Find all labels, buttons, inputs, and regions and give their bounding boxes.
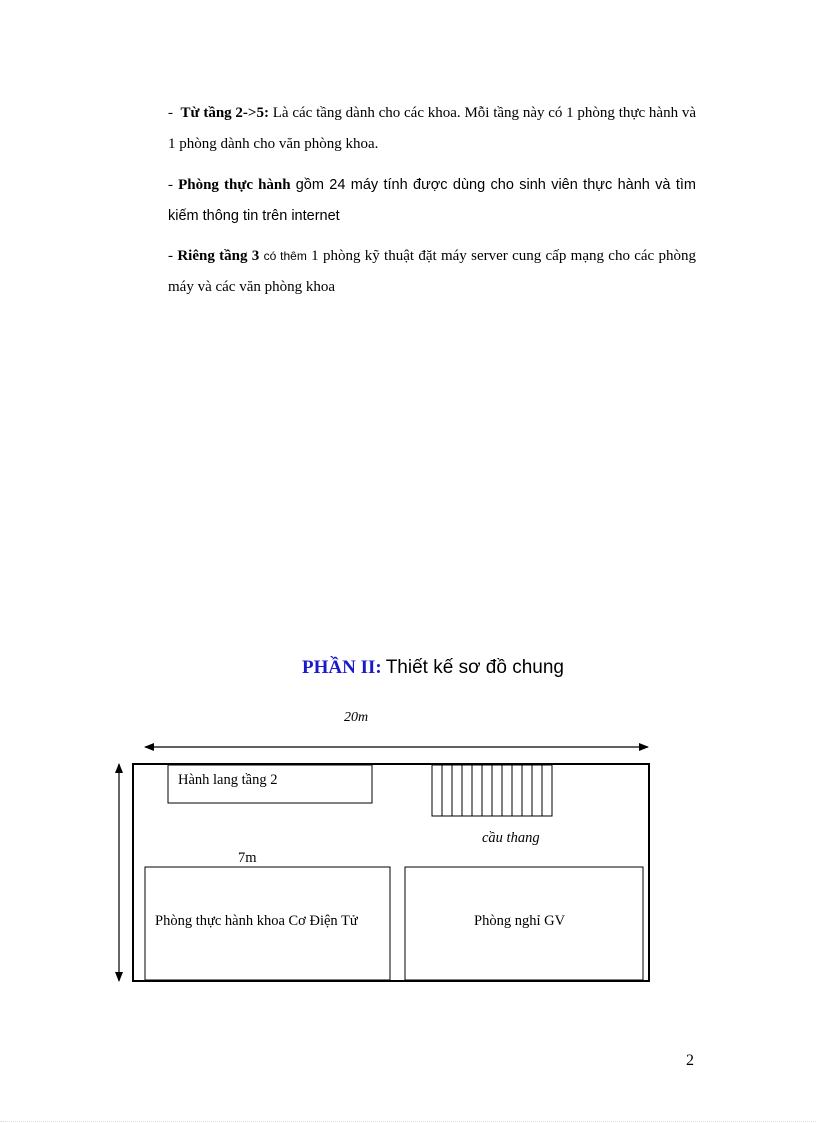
paragraph-text: gồm 24 máy tính được dùng cho sinh viên thực hành và tìm kiếm thông tin trên internet xyxy=(168,177,696,224)
section-label: PHẦN II: xyxy=(302,657,382,678)
paragraph-label: Riêng tầng 3 xyxy=(177,248,260,264)
paragraph-text: 1 phòng kỹ thuật đặt máy server cung cấp mạng cho các phòng máy và các văn phòng khoa xyxy=(168,248,697,295)
paragraph-floor-3: - Riêng tầng 3 có thêm 1 phòng kỹ thuật đặt máy server cung cấp mạng cho các phòng máy và các văn phòng khoa xyxy=(168,248,697,295)
room-teacher-label: Phòng nghỉ GV xyxy=(474,913,566,929)
paragraph-floors-2-5: - Từ tầng 2->5: Là các tầng dành cho các khoa. Mỗi tầng này có 1 phòng thực hành và 1 phòng dành cho văn phòng khoa. xyxy=(168,105,697,152)
paragraph-small-text: có thêm xyxy=(263,249,307,263)
room-lab-label: Phòng thực hành khoa Cơ Điện Tử xyxy=(155,913,358,929)
page-number: 2 xyxy=(686,1052,694,1069)
section-title: Thiết kế sơ đồ chung xyxy=(385,657,564,678)
paragraph-lab-room: - Phòng thực hành gồm 24 máy tính được dùng cho sinh viên thực hành và tìm kiếm thông tin trên internet xyxy=(168,177,696,224)
paragraph-text: Là các tầng dành cho các khoa. Mỗi tầng này có 1 phòng thực hành và 1 phòng dành cho văn phòng khoa. xyxy=(168,105,697,152)
stairs xyxy=(432,765,552,816)
room-width-label: 7m xyxy=(238,850,257,866)
paragraph-label: Từ tầng 2->5: xyxy=(180,105,269,121)
stairs-label: cầu thang xyxy=(482,830,540,846)
page-bottom-edge xyxy=(0,1121,816,1122)
width-label: 20m xyxy=(344,710,369,725)
corridor-label: Hành lang tầng 2 xyxy=(178,772,278,788)
paragraph-label: Phòng thực hành xyxy=(178,177,291,193)
